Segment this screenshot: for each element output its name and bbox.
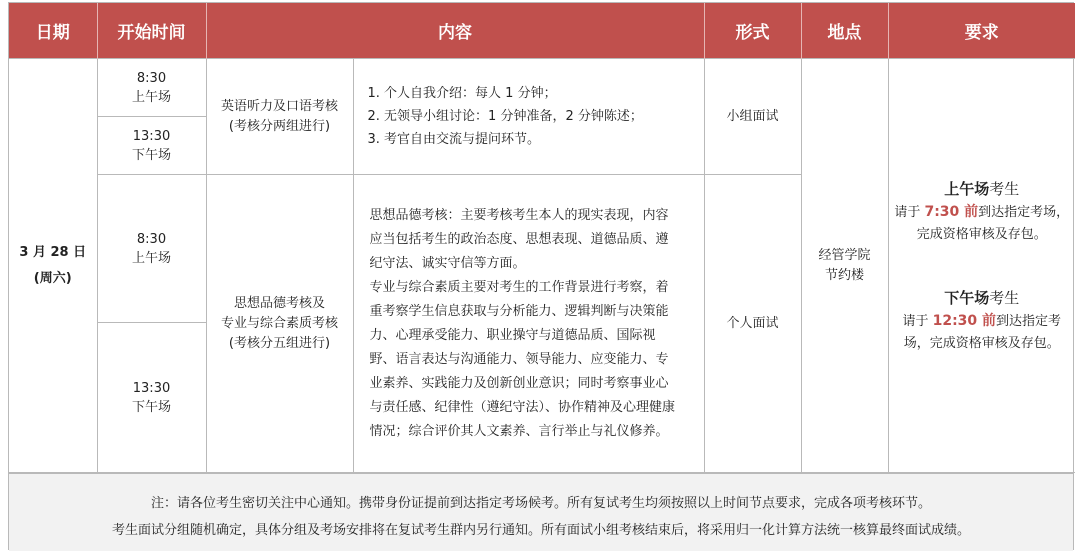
location-building: 经管学院 xyxy=(818,247,871,263)
date-text: 3 月 28 日 xyxy=(19,244,87,260)
schedule-table xyxy=(9,3,1075,473)
session-label: 上午场 xyxy=(131,89,171,105)
session-time: 13:30 xyxy=(132,128,171,144)
morning-check: 完成资格审核及存包。 xyxy=(916,226,1047,242)
exam-content-cell xyxy=(353,175,704,473)
morning-arrival: 请于 7:30 前到达指定考场， xyxy=(894,203,1070,220)
header-form: 形式 xyxy=(704,3,801,59)
content-line: 1. 个人自我介绍：每人 1 分钟； xyxy=(367,86,557,101)
morning-title: 上午场考生 xyxy=(944,179,1020,198)
content-line: 专业与综合素质主要对考生的工作背景进行考察，着 xyxy=(369,279,669,295)
content-line: 3. 考官自由交流与提问环节。 xyxy=(367,132,541,147)
content-line: 与责任感、纪律性（遵纪守法）、协作精神及心理健康 xyxy=(369,399,676,415)
exam-name: 思想品德考核及 xyxy=(233,295,325,311)
schedule-sheet xyxy=(8,2,1074,550)
exam-name: 专业与综合素质考核 xyxy=(220,315,338,331)
content-line: 纪守法、诚实守信等方面。 xyxy=(369,255,526,271)
header-content: 内容 xyxy=(206,3,704,59)
afternoon-check: 场，完成资格审核及存包。 xyxy=(903,335,1060,351)
content-line: 思想品德考核：主要考核考生本人的现实表现，内容 xyxy=(369,207,669,223)
footnote xyxy=(9,473,1073,551)
requirements-cell xyxy=(888,59,1075,473)
weekday-text: (周六) xyxy=(33,270,72,286)
session-time: 8:30 xyxy=(136,70,167,86)
content-line: 力、心理承受能力、职业操守与道德品质、国际视 xyxy=(369,327,656,343)
session-time-cell xyxy=(97,175,206,323)
content-line: 2. 无领导小组讨论：1 分钟准备，2 分钟陈述； xyxy=(367,109,643,124)
session-time-cell xyxy=(97,117,206,175)
location-room: 节约楼 xyxy=(824,267,864,283)
footnote-line: 考生面试分组随机确定，具体分组及考场安排将在复试考生群内另行通知。所有面试小组考核结束后，将采用归一化计算方法统一核算最终面试成绩。 xyxy=(111,523,970,538)
location-cell xyxy=(801,59,888,473)
session-time: 8:30 xyxy=(136,231,167,247)
exam-form-cell: 个人面试 xyxy=(704,175,801,473)
afternoon-deadline: 12:30 前 xyxy=(932,312,997,329)
session-label: 上午场 xyxy=(131,250,171,266)
exam-name: 英语听力及口语考核 xyxy=(220,98,338,114)
session-time-cell xyxy=(97,323,206,473)
exam-name-cell xyxy=(206,59,353,175)
session-label: 下午场 xyxy=(131,147,171,163)
content-line: 业素养、实践能力及创新创业意识；同时考察事业心 xyxy=(369,375,669,391)
exam-content-cell xyxy=(353,59,704,175)
header-start-time: 开始时间 xyxy=(97,3,206,59)
content-line: 重考察学生信息获取与分析能力、逻辑判断与决策能 xyxy=(369,303,669,319)
header-row xyxy=(9,3,1075,59)
date-cell xyxy=(9,59,97,473)
exam-groups: (考核分两组进行) xyxy=(228,118,331,134)
header-requirements: 要求 xyxy=(888,3,1075,59)
exam-name-cell xyxy=(206,175,353,473)
afternoon-title: 下午场考生 xyxy=(944,288,1020,307)
morning-deadline: 7:30 前 xyxy=(924,203,979,220)
afternoon-arrival: 请于 12:30 前到达指定考 xyxy=(902,312,1062,329)
table-row xyxy=(9,59,1075,117)
header-location: 地点 xyxy=(801,3,888,59)
session-time-cell xyxy=(97,59,206,117)
session-label: 下午场 xyxy=(131,399,171,415)
footnote-line: 注：请各位考生密切关注中心通知。携带身份证提前到达指定考场候考。所有复试考生均须按照以上时间节点要求，完成各项考核环节。 xyxy=(150,496,931,511)
exam-groups: (考核分五组进行) xyxy=(228,335,331,351)
header-date: 日期 xyxy=(9,3,97,59)
session-time: 13:30 xyxy=(132,380,171,396)
content-line: 情况；综合评价其人文素养、言行举止与礼仪修养。 xyxy=(369,423,669,439)
content-line: 野、语言表达与沟通能力、领导能力、应变能力、专 xyxy=(369,351,669,367)
content-line: 应当包括考生的政治态度、思想表现、道德品质、遵 xyxy=(369,231,669,247)
exam-form-cell: 小组面试 xyxy=(704,59,801,175)
